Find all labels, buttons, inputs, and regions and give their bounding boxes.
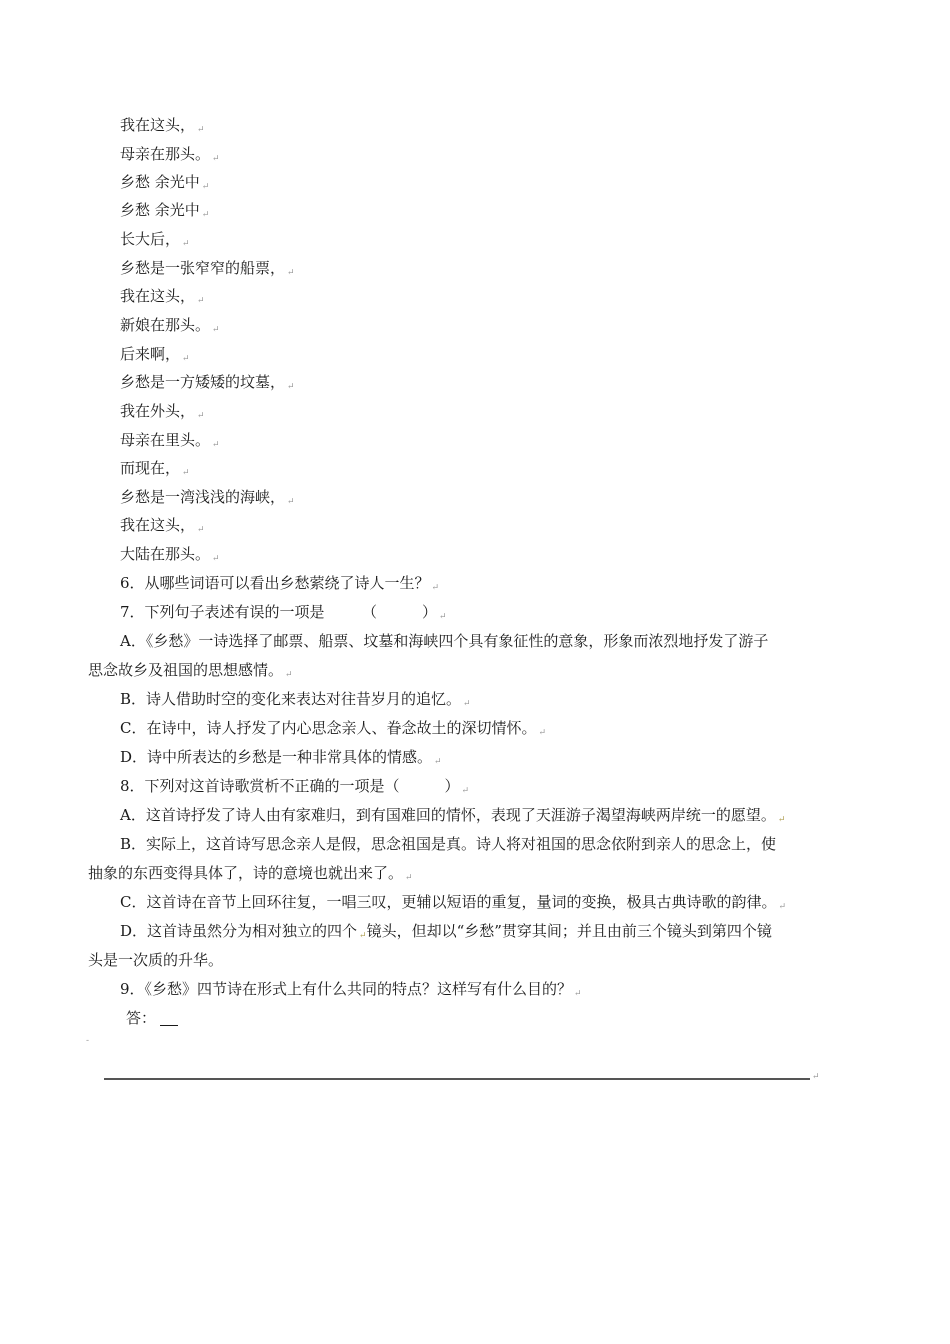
question-8-option-d-cont: 头是一次质的升华。 — [88, 951, 224, 969]
poem-line: 我在这头， ↵ — [120, 287, 205, 306]
question-7-option-a-cont: 思念故乡及祖国的思想感情。 ↵ — [88, 661, 293, 680]
poem-line: 乡愁是一方矮矮的坟墓， ↵ — [120, 373, 295, 392]
question-7-stem: 7．下列句子表述有误的一项是 （ ） ↵ — [120, 603, 447, 622]
poem-line: 新娘在那头。 ↵ — [120, 316, 220, 335]
question-8-option-d: D．这首诗虽然分为相对独立的四个 ↵镜头，但却以“乡愁”贯穿其间；并且由前三个镜头到第四个镜 — [120, 922, 772, 941]
question-8-option-b: B．实际上，这首诗写思念亲人是假，思念祖国是真。诗人将对祖国的思念依附到亲人的思念上，使 — [120, 835, 777, 853]
poem-line: 我在这头， ↵ — [120, 116, 205, 135]
poem-line: 长大后， ↵ — [120, 230, 190, 249]
answer-rule — [104, 1078, 810, 1080]
poem-line: 我在外头， ↵ — [120, 402, 205, 421]
answer-blank[interactable] — [160, 1011, 178, 1026]
question-8-option-a: A．这首诗抒发了诗人由有家难归，到有国难回的情怀，表现了天涯游子渴望海峡两岸统一的愿望。 ↵ — [120, 806, 786, 825]
poem-line: 乡愁 余光中 ↵ — [120, 173, 210, 192]
stray-mark: - — [86, 1036, 90, 1046]
poem-line: 大陆在那头。 ↵ — [120, 545, 220, 564]
question-6: 6．从哪些词语可以看出乡愁萦绕了诗人一生？ ↵ — [120, 574, 440, 593]
poem-line: 乡愁 余光中 ↵ — [120, 201, 210, 220]
question-9: 9．《乡愁》四节诗在形式上有什么共同的特点？这样写有什么目的？ ↵ — [120, 980, 582, 999]
poem-line: 后来啊， ↵ — [120, 345, 190, 364]
question-7-option-c: C．在诗中，诗人抒发了内心思念亲人、眷念故土的深切情怀。 ↵ — [120, 719, 547, 738]
poem-line: 母亲在里头。 ↵ — [120, 431, 220, 450]
question-7-option-a: A．《乡愁》一诗选择了邮票、船票、坟墓和海峡四个具有象征性的意象，形象而浓烈地抒发了游子 — [120, 632, 769, 650]
question-7-option-b: B．诗人借助时空的变化来表达对往昔岁月的追忆。 ↵ — [120, 690, 471, 709]
question-8-option-c: C．这首诗在音节上回环往复，一唱三叹，更辅以短语的重复，量词的变换，极具古典诗歌的韵律。 ↵ — [120, 893, 787, 912]
answer-line: 答： — [126, 1008, 178, 1028]
poem-line: 我在这头， ↵ — [120, 516, 205, 535]
poem-line: 乡愁是一湾浅浅的海峡， ↵ — [120, 488, 295, 507]
poem-line: 而现在， ↵ — [120, 459, 190, 478]
question-8-option-b-cont: 抽象的东西变得具体了，诗的意境也就出来了。 ↵ — [88, 864, 413, 883]
poem-line: 乡愁是一张窄窄的船票， ↵ — [120, 259, 295, 278]
rule-end-mark: ↵ — [812, 1072, 820, 1082]
poem-line: 母亲在那头。 ↵ — [120, 145, 220, 164]
question-8-stem: 8．下列对这首诗歌赏析不正确的一项是（ ） ↵ — [120, 777, 470, 796]
question-7-option-d: D．诗中所表达的乡愁是一种非常具体的情感。 ↵ — [120, 748, 442, 767]
